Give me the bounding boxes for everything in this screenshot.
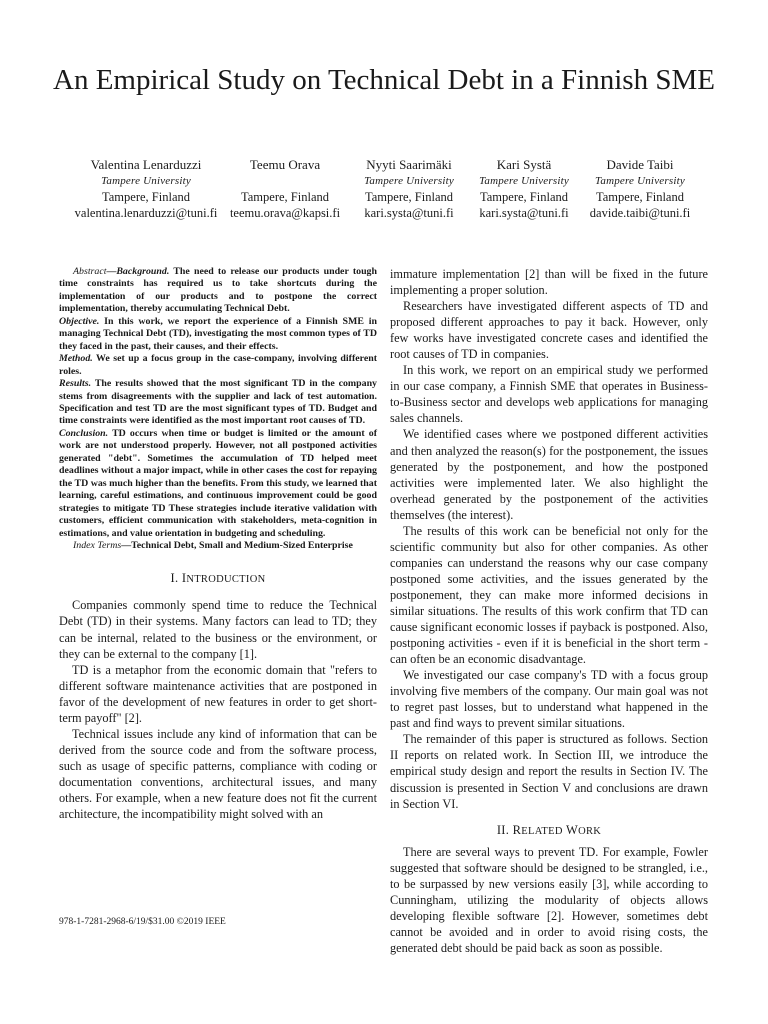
section-heading-introduction xyxy=(59,570,377,588)
author-affiliation: Tampere University xyxy=(364,175,454,187)
author-2 xyxy=(230,156,340,221)
author-location: Tampere, Finland xyxy=(595,190,684,204)
section-title-initial: I xyxy=(181,571,187,586)
author-email: kari.systa@tuni.fi xyxy=(364,206,454,220)
copyright-footer: 978-1-7281-2968-6/19/$31.00 ©2019 IEEE xyxy=(59,917,226,927)
background-label: Background. xyxy=(116,266,170,277)
abstract-results xyxy=(59,378,377,428)
section-title-rest: ORK xyxy=(578,825,602,837)
paragraph: Researchers have investigated different aspects of TD and proposed different approaches to pay it back. However, only few works have investigated concrete cases and identified the root causes of TD in companies. xyxy=(390,299,708,362)
conclusion-text: TD occurs when time or budget is limited or the amount of work are not understood properly. However, not all postponed activities generated "debt". Sometimes the accumulation of TD helped meet deadlines without a major impact, while in other cases the cost for repaying the TD was much higher than the benefits. From this study, we learned that learning, careful estimations, and continuous improvement could be good strategies to mitigate TD These strategies include iterative validation with customers, efficient communication with stakeholders, meta-cognition in estimations, and value orientation in budgeting and scheduling. xyxy=(59,427,377,539)
index-terms xyxy=(59,540,377,552)
author-email: kari.systa@tuni.fi xyxy=(479,206,569,220)
paragraph: There are several ways to prevent TD. For example, Fowler suggested that software should be designed to be strangled, i.e., to be surpassed by new versions easily [3], while according to Cunningham, utilizing the modularity of objects allows developing flexible software [2]. However, sometimes debt cannot be avoided and in order to avoid rising costs, the generated debt should be paid back as soon as possible. xyxy=(390,844,708,955)
author-location: Tampere, Finland xyxy=(365,190,453,204)
abstract xyxy=(59,266,377,552)
author-5 xyxy=(590,156,690,221)
abstract-background xyxy=(59,266,377,316)
author-affiliation: Tampere University xyxy=(101,175,191,187)
paragraph: Companies commonly spend time to reduce the Technical Debt (TD) in their systems. Many factors can lead to TD; they can be internal, related to the business or the environment, or they can be external to the company [1]. xyxy=(59,598,377,661)
objective-label: Objective. xyxy=(59,315,100,327)
abstract-objective xyxy=(59,316,377,353)
method-text: We set up a focus group in the case-company, involving different roles. xyxy=(59,353,377,377)
conclusion-label: Conclusion. xyxy=(59,427,109,439)
paragraph: Technical issues include any kind of information that can be derived from the source code and from the software process, such as usage of specific patterns, compliance with coding or documentation conventions, architectural issues, and many others. For example, when a new feature does not fit the current architecture, the incompatibility might solved with an xyxy=(59,726,377,822)
index-terms-label: Index Terms xyxy=(73,539,122,551)
author-4 xyxy=(479,156,569,221)
introduction-body xyxy=(59,597,377,822)
objective-text: In this work, we report the experience of a Finnish SME in managing Technical Debt (TD), investigating the most common types of TD they faced in the past, their causes, and their effects. xyxy=(59,315,377,352)
author-name: Teemu Orava xyxy=(249,157,321,172)
method-label: Method. xyxy=(59,353,93,365)
author-affiliation: Tampere University xyxy=(595,175,685,187)
section-title-rest: NTRODUCTION xyxy=(186,574,266,586)
introduction-continued xyxy=(390,266,708,812)
section-number: II. xyxy=(496,822,510,837)
author-affiliation xyxy=(230,173,340,189)
paragraph: The remainder of this paper is structured as follows. Section II reports on related work. In Section III, we introduce the empirical study design and report the results in Section IV. The discussion is presented in Section V and conclusions are drawn in Section VI. xyxy=(390,732,708,811)
author-name: Kari Systä xyxy=(496,157,552,172)
author-affiliation: Tampere University xyxy=(479,175,569,187)
background-text: The need to release our products under tough time constraints has required us to take shortcuts during the implementation of our products and to postpone the correct implementation, thereby accumulating Technical Debt. xyxy=(59,266,377,315)
abstract-conclusion xyxy=(59,428,377,540)
abstract-label: Abstract xyxy=(73,266,107,277)
paragraph: The results of this work can be beneficial not only for the scientific community but also for other companies. As other companies can understand the reasons why our case company postponed some activities, and the issues generated by the postponement, they can make more informed decisions in similar situations. The results of this work confirm that TD can cause significant economic losses if payback is postponed. Also, postponing activities - even if it is beneficial in the short term - can often be an economic disadvantage. xyxy=(390,523,708,667)
author-3 xyxy=(364,156,454,221)
paragraph: immature implementation [2] than will be fixed in the future implementing a proper solution. xyxy=(390,267,708,298)
author-1 xyxy=(75,156,218,221)
right-column xyxy=(390,266,708,956)
author-email: teemu.orava@kapsi.fi xyxy=(229,206,341,220)
author-name: Valentina Lenarduzzi xyxy=(90,157,202,172)
section-title-initial: R xyxy=(512,822,522,837)
section-heading-related-work xyxy=(390,822,708,840)
author-location: Tampere, Finland xyxy=(480,190,568,204)
author-name: Nyyti Saarimäki xyxy=(366,157,452,172)
author-email: valentina.lenarduzzi@tuni.fi xyxy=(74,206,218,220)
author-location: Tampere, Finland xyxy=(102,190,190,204)
author-location: Tampere, Finland xyxy=(241,190,329,204)
paragraph: We investigated our case company's TD with a focus group involving five members of the company. Our main goal was not to regret past losses, but to understand what happened in the past and find ways to prevent similar situations. xyxy=(390,668,708,731)
paragraph: In this work, we report on an empirical study we performed in our case company, a Finnish SME that operates in Business-to-Business sector and develops web applications for managing sales channels. xyxy=(390,363,708,426)
left-column xyxy=(59,266,377,822)
section-title-rest: ELATED xyxy=(521,825,563,837)
results-text: The results showed that the most significant TD in the company stems from disagreements with the supplier and lack of test automation. Specification and test TD are the most significant types of TD. Budget and time constraints were identified as the most important root causes of TD. xyxy=(59,378,377,427)
abstract-method xyxy=(59,353,377,378)
abstract-dash: — xyxy=(106,266,117,277)
related-work-body xyxy=(390,844,708,956)
results-label: Results. xyxy=(59,378,92,390)
author-block xyxy=(0,156,768,226)
paragraph: We identified cases where we postponed different activities and then analyzed the reason(s) for the postponement, the issues generated by the postponement, and how the postponed activities were implemented later. We also highlight the overhead generated by the postponement of the activities themselves (the interest). xyxy=(390,427,708,522)
author-name: Davide Taibi xyxy=(606,157,674,172)
author-email: davide.taibi@tuni.fi xyxy=(589,206,691,220)
section-number: I. xyxy=(170,571,179,586)
paragraph: TD is a metaphor from the economic domain that "refers to different software maintenance activities that are postponed in favor of the development of new features in order to get short-term payoff" [2]. xyxy=(59,662,377,725)
paper-title: An Empirical Study on Technical Debt in a Finnish SME xyxy=(53,64,715,96)
index-terms-text: —Technical Debt, Small and Medium-Sized Enterprise xyxy=(121,539,353,551)
section-title-initial: W xyxy=(565,822,579,837)
